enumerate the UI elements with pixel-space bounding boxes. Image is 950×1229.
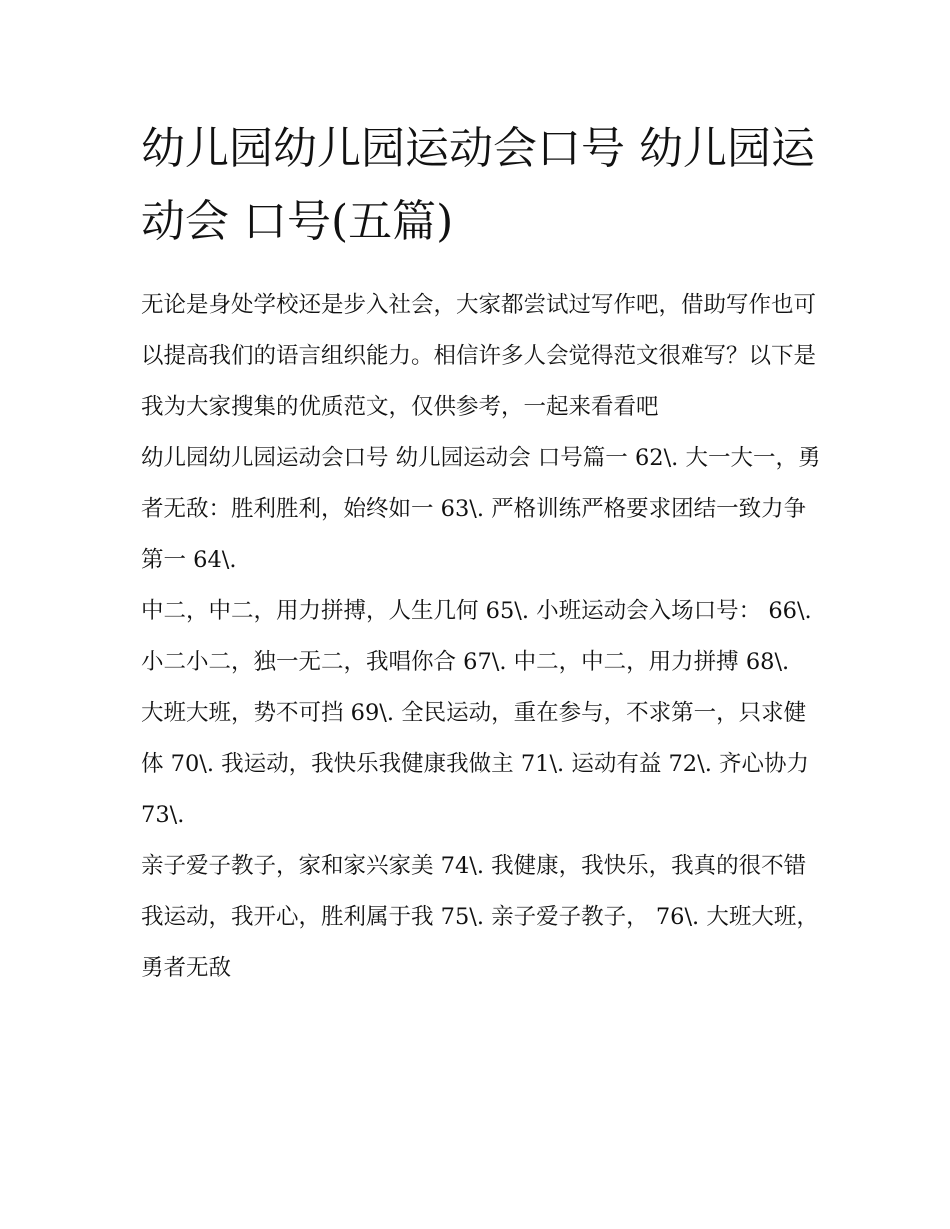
document-title: 幼儿园幼儿园运动会口号 幼儿园运动会 口号(五篇) [141, 123, 815, 247]
paragraph-slogans-1: 幼儿园幼儿园运动会口号 幼儿园运动会 口号篇一 62\. 大一大一，勇者无敌：胜利胜利，始终如一 63\. 严格训练严格要求团结一致力争第一 64\. [141, 445, 821, 573]
paragraph-slogans-2: 中二，中二，用力拼搏，人生几何 65\. 小班运动会入场口号： 66\. 小二小二，独一无二，我唱你合 67\. 中二，中二，用力拼搏 68\. [141, 598, 812, 675]
paragraph-intro: 无论是身处学校还是步入社会，大家都尝试过写作吧，借助写作也可以提高我们的语言组织能力。相信许多人会觉得范文很难写？以下是我为大家搜集的优质范文，仅供参考，一起来看看吧 [141, 292, 817, 420]
paragraph-slogans-4: 亲子爱子教子，家和家兴家美 74\. 我健康，我快乐，我真的很不错我运动，我开心，胜利属于我 75\. 亲子爱子教子， 76\. 大班大班，勇者无敌 [141, 853, 819, 981]
document-content [141, 112, 821, 994]
paragraph-slogans-3: 大班大班，势不可挡 69\. 全民运动，重在参与，不求第一，只求健体 70\. 我运动，我快乐我健康我做主 71\. 运动有益 72\. 齐心协力 73\. [141, 700, 810, 828]
